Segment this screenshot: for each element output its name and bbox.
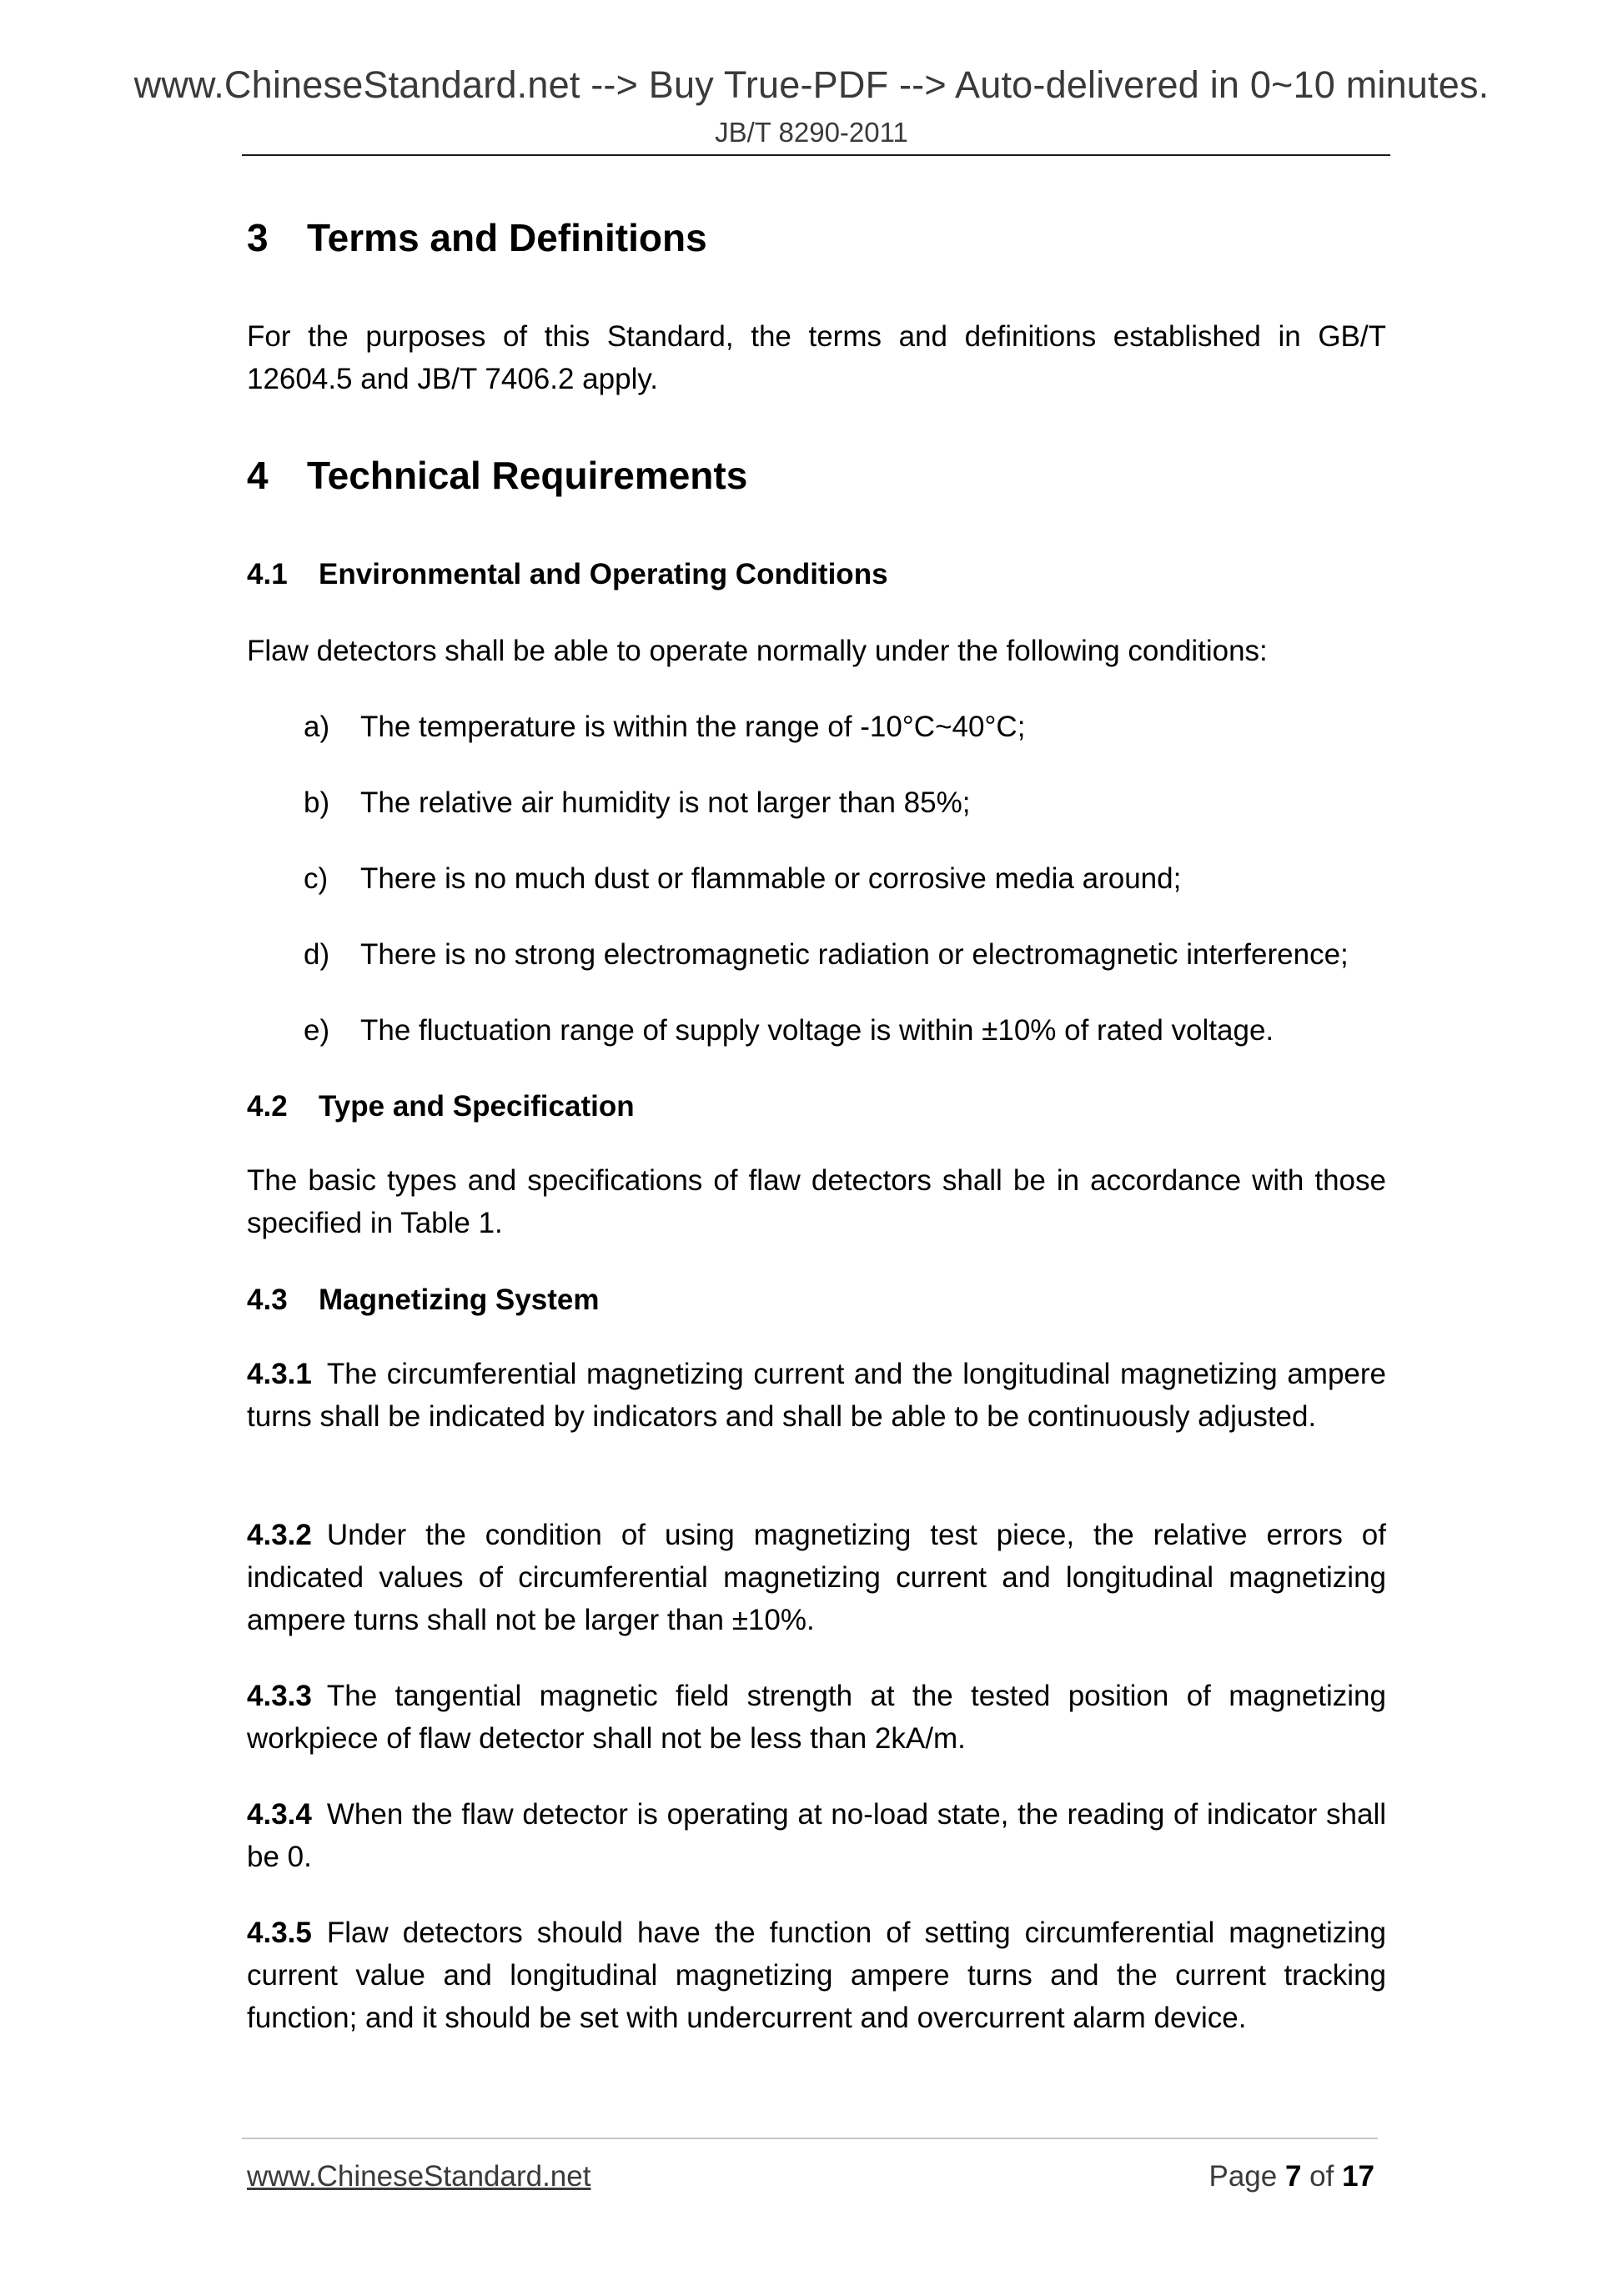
clause-text: When the flaw detector is operating at no-load state, the reading of indicator shall be 0. xyxy=(247,1798,1386,1873)
list-item-text: There is no strong electromagnetic radiation or electromagnetic interference; xyxy=(360,938,1349,971)
section-number: 4 xyxy=(247,454,269,497)
clause-4-3-3 xyxy=(247,1675,1386,1760)
list-item-text: The fluctuation range of supply voltage is within ±10% of rated voltage. xyxy=(360,1014,1274,1047)
section-4-heading xyxy=(247,453,747,498)
clause-number: 4.3.2 xyxy=(247,1519,312,1551)
list-marker: d) xyxy=(304,938,330,971)
list-marker: a) xyxy=(304,711,330,743)
list-marker: e) xyxy=(304,1014,330,1047)
page-total: 17 xyxy=(1342,2160,1374,2193)
list-item xyxy=(304,862,1181,896)
clause-number: 4.3.5 xyxy=(247,1917,312,1949)
list-item-text: There is no much dust or flammable or corrosive media around; xyxy=(360,862,1182,895)
subsection-title: Magnetizing System xyxy=(319,1284,600,1316)
clause-4-3-1 xyxy=(247,1353,1386,1438)
subsection-number: 4.2 xyxy=(247,1090,288,1123)
section-3-heading xyxy=(247,215,707,260)
subsection-title: Environmental and Operating Conditions xyxy=(319,558,888,590)
footer-website-link[interactable]: www.ChineseStandard.net xyxy=(247,2160,591,2193)
page-of: of xyxy=(1301,2160,1343,2193)
section-title: Technical Requirements xyxy=(307,454,748,497)
subsection-number: 4.1 xyxy=(247,558,288,590)
page-indicator xyxy=(1208,2160,1374,2193)
clause-text: Flaw detectors should have the function of setting circumferential magnetizing current value and longitudinal magnetizing ampere turns and the current tracking function; and it should be set with undercurrent and overcurrent alarm device. xyxy=(247,1917,1386,2034)
section-4-3-heading xyxy=(247,1284,599,1317)
subsection-number: 4.3 xyxy=(247,1284,288,1316)
page-prefix: Page xyxy=(1208,2160,1285,2193)
clause-number: 4.3.3 xyxy=(247,1680,312,1712)
clause-text: The tangential magnetic field strength at the tested position of magnetizing workpiece of flaw detector shall not be less than 2kA/m. xyxy=(247,1680,1386,1755)
list-item-text: The temperature is within the range of -10°C~40°C; xyxy=(360,711,1026,743)
section-4-2-heading xyxy=(247,1090,635,1123)
section-4-1-heading xyxy=(247,558,888,591)
list-item xyxy=(304,711,1025,744)
clause-text: Under the condition of using magnetizing test piece, the relative errors of indicated values of circumferential magnetizing current and longitudinal magnetizing ampere turns shall not be larger than ±10%. xyxy=(247,1519,1386,1636)
clause-number: 4.3.1 xyxy=(247,1358,312,1390)
clause-number: 4.3.4 xyxy=(247,1798,312,1831)
list-item xyxy=(304,1014,1274,1048)
list-marker: c) xyxy=(304,862,329,895)
footer-divider xyxy=(242,2138,1378,2139)
section-3-text: For the purposes of this Standard, the terms and definitions established in GB/T 12604.5 and JB/T 7406.2 apply. xyxy=(247,320,1386,395)
subsection-title: Type and Specification xyxy=(319,1090,635,1123)
document-number: JB/T 8290-2011 xyxy=(715,117,908,148)
section-title: Terms and Definitions xyxy=(307,216,707,259)
list-item xyxy=(304,938,1349,972)
section-4-1-intro: Flaw detectors shall be able to operate normally under the following conditions: xyxy=(247,635,1268,667)
section-4-2-text: The basic types and specifications of flaw detectors shall be in accordance with those specified in Table 1. xyxy=(247,1164,1386,1239)
clause-4-3-4 xyxy=(247,1793,1386,1878)
header-banner: www.ChineseStandard.net --> Buy True-PDF --> Auto-delivered in 0~10 minutes. xyxy=(133,63,1490,106)
list-item-text: The relative air humidity is not larger than 85%; xyxy=(360,786,971,819)
header-divider xyxy=(242,154,1390,156)
list-marker: b) xyxy=(304,786,330,819)
clause-4-3-2 xyxy=(247,1514,1386,1641)
list-item xyxy=(304,786,970,820)
clause-text: The circumferential magnetizing current and the longitudinal magnetizing ampere turns shall be indicated by indicators and shall be able to be continuously adjusted. xyxy=(247,1358,1386,1433)
page-current: 7 xyxy=(1284,2160,1302,2193)
clause-4-3-5 xyxy=(247,1912,1386,2039)
section-number: 3 xyxy=(247,216,269,259)
